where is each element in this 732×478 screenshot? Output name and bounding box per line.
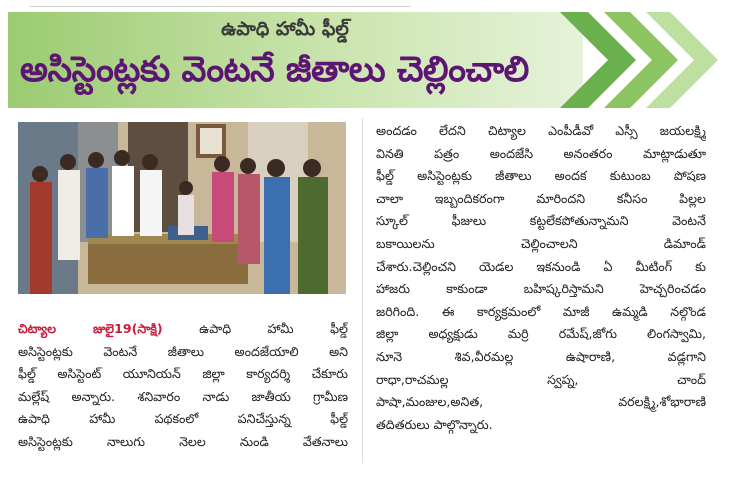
article-line: ఫీల్డ్ అసిస్టెంట్లకు జీతాలు అందక కుటుంబ పోషణ xyxy=(376,168,706,184)
column-divider xyxy=(362,118,363,463)
chevron-arrows-icon xyxy=(560,12,732,108)
article-line: చిట్యాల జులై19(సాక్షి) ఉపాధి హామీ ఫీల్డ్ xyxy=(18,321,348,336)
article-line: తదితరులు పాల్గొన్నారు. xyxy=(376,416,493,432)
article-line: అసిస్టెంట్లకు నాలుగు నెలల నుండి వేతనాలు xyxy=(18,433,348,449)
article-line: జరిగింది. ఈ కార్యక్రమంలో మాజీ ఉమ్మడి నల్గొండ xyxy=(376,303,706,319)
article-line: హాజరు కాకుండా బహిష్కరిస్తామని హెచ్చరించడం xyxy=(376,281,706,297)
headline-banner xyxy=(0,12,732,108)
headline-title: అసిస్టెంట్లకు వెంటనే జీతాలు చెల్లించాలి xyxy=(20,50,529,90)
article-column-left xyxy=(18,318,348,454)
group-photo-icon xyxy=(18,122,346,294)
article-line: స్కూల్ ఫీజులు కట్టలేకపోతున్నామని వెంటనే xyxy=(376,213,706,229)
headline-kicker: ఉపాధి హామీ ఫీల్డ్ xyxy=(221,18,349,40)
article-line: చేశారు.చెల్లించని యెడల ఇకనుండి ఏ మీటింగ్ కు xyxy=(376,258,706,274)
article-line: చాలా ఇబ్బందికరంగా మారిందని కనీసం పిల్లల xyxy=(376,190,706,206)
article-line: మల్లేష్ అన్నారు. శనివారం నాడు జాతీయ గ్రామీణ xyxy=(18,388,348,404)
article-line: అందడం లేదని చిట్యాల ఎంపీడీవో ఎస్సీ జయలక్ష్మి xyxy=(376,123,706,138)
article-line: వినతి పత్రం అందజేసి అనంతరం మాట్లాడుతూ xyxy=(376,145,706,161)
article-dateline: చిట్యాల జులై19(సాక్షి) xyxy=(18,321,163,336)
group-photo xyxy=(18,122,346,294)
article-line: రాధా,రాచమల్ల స్వప్న, చాంద్ xyxy=(376,371,706,387)
previous-article-edge xyxy=(30,0,410,7)
article-line: బకాయిలను చెల్లించాలని డిమాండ్ xyxy=(376,235,706,251)
article-line: పాషా,మంజుల,అనిత, వరలక్ష్మి,శోభారాణి xyxy=(376,394,706,410)
article-column-right xyxy=(376,120,706,436)
article-line: జిల్లా అధ్యక్షుడు మర్రి రమేష్,జోగు లింగస్వామి, xyxy=(376,326,706,342)
article-line: ఉపాధి హామీ పథకంలో పనిచేస్తున్న ఫీల్డ్ xyxy=(18,411,348,427)
article-line: ఫీల్డ్ అసిస్టెంట్ యూనియన్ జిల్లా కార్యదర్శి చేకూరు xyxy=(18,366,348,382)
article-line: అసిస్టెంట్లకు వెంటనే జీతాలు అందజేయాలి అని xyxy=(18,343,348,359)
article-line: నూనె శివ,వీరమల్ల ఉషారాణి, వడ్లగాని xyxy=(376,348,706,364)
